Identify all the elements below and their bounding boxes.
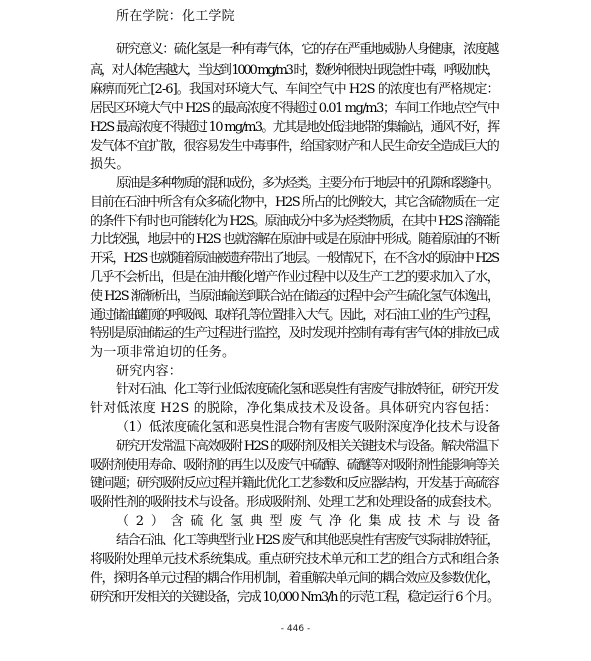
text-line: 使 H2S 渐渐析出，当原油输送到联合站在储运的过程中会产生硫化氢气体逸出， (90, 289, 499, 304)
text-line: 研究开发常温下高效吸附 H2S 的吸附剂及相关关键技术与设备。解决常温下 (116, 439, 499, 454)
text-line: 居民区环境大气中 H2S 的最高浓度不得超过 0.01 mg/m3；车间工作地点空气中 (90, 101, 499, 116)
text-line: 原油是多种物质的混和成份，多为烃类。主要分布于地层中的孔隙和裂缝中。 (116, 176, 498, 191)
text-line: 发气体不宜扩散，很容易发生中毒事件，给国家财产和人民生命安全造成巨大的 (90, 139, 499, 154)
text-line: 麻痹而死亡[2-6]。我国对环境大气、车间空气中 H2S 的浓度也有严格规定： (90, 82, 499, 97)
text-line: 开采，H2S 也就随着原油被遗弃带出了地层。一般情况下，在不含水的原油中 H2S (90, 251, 499, 266)
text-line: （2）含硫化氢典型废气净化集成技术与设备 (116, 514, 507, 529)
text-line: H2S 最高浓度不得超过 10 mg/m3。尤其是地处低洼地带的集输站，通风不好，挥 (90, 120, 499, 135)
text-line: 吸附剂使用寿命、吸附剂的再生以及废气中硫醇、硫醚等对吸附剂性能影响等关 (90, 458, 499, 473)
text-line: 针对低浓度 H2S 的脱除，净化集成技术及设备。具体研究内容包括： (90, 401, 498, 416)
text-line: 力比较强，地层中的 H2S 也就溶解在原油中或是在原油中形成。随着原油的不断 (90, 232, 499, 247)
text-line: 的条件下有时也可能转化为 H2S。原油成分中多为烃类物质，在其中 H2S 溶解能 (90, 214, 499, 229)
text-line: 特别是原油储运的生产过程进行监控，及时发现并控制有毒有害气体的排放已成 (90, 326, 499, 341)
text-line: 目前在石油中所含有众多硫化物中，H2S 所占的比例较大，其它含硫物质在一定 (90, 195, 499, 210)
text-line: 键问题；研究吸附反应过程并籍此优化工艺参数和反应器结构，开发基于高硫容 (90, 476, 499, 491)
text-line: 通过储油罐顶的呼吸阀、取样孔等位置排入大气。因此，对石油工业的生产过程， (90, 308, 499, 323)
text-line: 几乎不会析出，但是在油井酸化增产作业过程中以及生产工艺的要求加入了水， (90, 270, 499, 285)
text-line: 研究内容： (116, 364, 183, 379)
text-line: 结合石油、化工等典型行业 H2S 废气和其他恶臭性有害废气实际排放特征， (116, 533, 499, 548)
page-number: - 446 - (280, 624, 311, 634)
text-line: 将吸附处理单元技术系统集成。重点研究技术单元和工艺的组合方式和组合条 (90, 552, 499, 567)
text-line: 研究和开发相关的关键设备，完成 10,000 Nm3/h 的示范工程，稳定运行 6 个月。 (90, 590, 499, 605)
text-line: 所在学院：化工学院 (116, 9, 235, 24)
text-line: 研究意义：硫化氢是一种有毒气体，它的存在严重地威胁人身健康，浓度越 (116, 42, 498, 57)
text-line: 损失。 (90, 157, 130, 172)
text-line: （1）低浓度硫化氢和恶臭性混合物有害废气吸附深度净化技术与设备 (116, 420, 500, 435)
text-line: 高，对人体危害越大，当达到 1000 mg/m3 时，数秒钟很快出现急性中毒，呼吸加快， (90, 63, 498, 78)
text-line: 吸附性剂的吸附技术与设备。形成吸附剂、处理工艺和处理设备的成套技术。 (90, 495, 499, 510)
text-line: 针对石油、化工等行业低浓度硫化氢和恶臭性有害废气排放特征，研究开发 (116, 382, 498, 397)
text-line: 件，探明各单元过程的耦合作用机制，着重解决单元间的耦合效应及参数优化， (90, 571, 499, 586)
text-line: 为一项非常迫切的任务。 (90, 345, 236, 360)
